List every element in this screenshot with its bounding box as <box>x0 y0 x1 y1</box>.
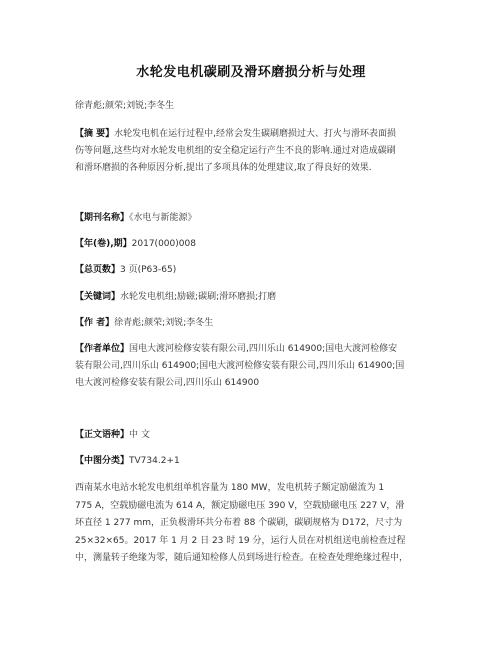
body-line-1: 西南某水电站水轮发电机组单机容量为 180 MW，发电机转子额定励磁流为 1 <box>75 483 385 493</box>
body-text <box>75 480 445 568</box>
abstract-section <box>75 126 445 177</box>
affiliation-line-1: 国电大渡河检修安装有限公司,四川乐山 614900;国电大渡河检修安 <box>129 344 398 354</box>
journal-label: 【期刊名称】 <box>75 213 130 223</box>
pages-value: 3 页(P63-65) <box>120 265 177 275</box>
affiliation-line-2: 装有限公司,四川乐山 614900;国电大渡河检修安装有限公司,四川乐山 614900;国 <box>75 361 405 371</box>
classification-row <box>75 453 445 470</box>
keywords-value: 水轮发电机组;励磁;碳刷;滑环磨损;打磨 <box>120 292 277 302</box>
affiliation-section <box>75 341 445 392</box>
journal-value: 《水电与新能源》 <box>129 213 197 223</box>
year-issue-row <box>75 236 445 253</box>
affiliation-line-3: 电大渡河检修安装有限公司,四川乐山 614900 <box>75 378 260 388</box>
abstract-line-3: 和滑环磨损的各种原因分析,提出了多项具体的处理建议,取了得良好的效果. <box>75 163 372 173</box>
body-line-4: 25×32×65。2017 年 1 月 2 日 23 时 19 分，运行人员在对机组送电前检查过程 <box>75 535 406 546</box>
journal-row <box>75 210 445 227</box>
language-value: 中 文 <box>129 430 150 440</box>
body-line-5: 中，测量转子绝缘为零，随后通知检修人员到场进行检查。在检查处理绝缘过程中， <box>75 553 409 563</box>
classification-label: 【中图分类】 <box>75 456 130 466</box>
body-line-3: 环直径 1 277 mm，正负极滑环共分布着 88 个碳刷，碳刷规格为 D172，尺寸为 <box>75 518 403 528</box>
author-row-value: 徐青彪;颜荣;刘锐;李冬生 <box>114 318 214 328</box>
keywords-row <box>75 289 445 306</box>
abstract-line-1: 水轮发电机在运行过程中,经常会发生碳刷磨损过大、打火与滑环表面损 <box>114 129 397 139</box>
pages-row <box>75 262 445 279</box>
keywords-label: 【关键词】 <box>75 292 121 302</box>
author-row <box>75 315 445 332</box>
body-line-2: 775 A，空载励磁电流为 614 A，额定励磁电压 390 V，空载励磁电压 227 V，滑 <box>75 500 405 511</box>
abstract-line-2: 伤等问题,这些均对水轮发电机组的安全稳定运行产生不良的影响.通过对造成碳刷 <box>75 146 396 156</box>
year-issue-label: 【年(卷),期】 <box>75 239 132 249</box>
author-row-label: 【作 者】 <box>75 318 115 328</box>
year-issue-value: 2017(000)008 <box>131 239 196 249</box>
document-title: 水轮发电机碳刷及滑环磨损分析与处理 <box>136 65 366 80</box>
language-label: 【正文语种】 <box>75 430 130 440</box>
language-row <box>75 427 445 444</box>
affiliation-label: 【作者单位】 <box>75 344 130 354</box>
classification-value: TV734.2+1 <box>129 456 180 466</box>
author-line: 徐青彪;颜荣;刘锐;李冬生 <box>75 101 175 111</box>
abstract-label: 【摘 要】 <box>75 129 115 139</box>
pages-label: 【总页数】 <box>75 265 121 275</box>
